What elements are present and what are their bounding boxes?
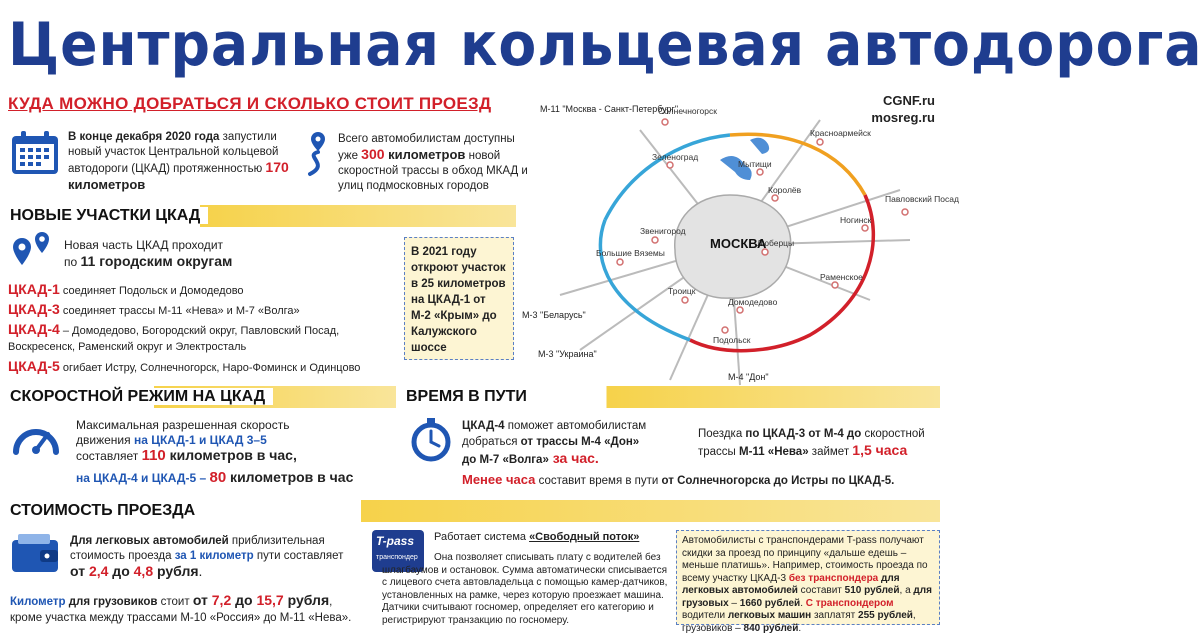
city-noginsk: Ногинск (840, 215, 872, 225)
section-item-5: ЦКАД-5 огибает Истру, Солнечногорск, Наро-Фоминск и Одинцово (8, 358, 361, 374)
time-text-3: Менее часа составит время в пути от Солнечногорска до Истры по ЦКАД-5. (462, 472, 895, 487)
city-ramenskoye: Раменское (820, 272, 863, 282)
source-mosreg: mosreg.ru (871, 110, 935, 125)
cost-text-1: Для легковых автомобилей приблизительная стоимость проезда за 1 километр пути составляет от 2,4 до 4,8 рубля. (70, 535, 344, 579)
city-lyubertsy: Люберцы (757, 238, 795, 248)
section-cost: СТОИМОСТЬ ПРОЕЗДА (6, 500, 940, 522)
location-pins-icon (10, 230, 54, 270)
section-new-sections: НОВЫЕ УЧАСТКИ ЦКАД (6, 205, 516, 227)
highway-m3-belarus: М-3 "Беларусь" (522, 310, 586, 320)
speedometer-icon (10, 418, 62, 458)
section-item-1: ЦКАД-1 соединяет Подольск и Домодедово (8, 281, 244, 297)
route-icon (300, 130, 334, 180)
tpass-logo-text: T-pass (376, 534, 415, 548)
map-center-moscow: МОСКВА (710, 236, 767, 251)
city-zvenigorod: Звенигород (640, 226, 686, 236)
tpass-logo-sub: транспондер (376, 554, 418, 561)
stopwatch-icon (408, 416, 454, 462)
city-krasnoarmeysk: Красноармейск (810, 128, 871, 138)
section-time: ВРЕМЯ В ПУТИ (402, 386, 940, 408)
city-troitsk: Троицк (668, 286, 696, 296)
calendar-icon (10, 130, 60, 176)
city-bolshie-vyazemy: Большие Вяземы (596, 248, 665, 258)
time-text-2: Поездка по ЦКАД-3 от М-4 до скоростной трассы М-11 «Нева» займет 1,5 часа (698, 428, 925, 458)
ckad-map (520, 100, 959, 390)
highway-m4-don: М-4 "Дон" (728, 372, 769, 382)
city-zelenograd: Зеленоград (652, 152, 699, 162)
page-title: Центральная кольцевая автодорога (8, 10, 1202, 80)
intro-text-1: В конце декабря 2020 года запустили новый участок Центральной кольцевой автодороги (ЦКАД) протяженностью 170 километров (68, 131, 289, 192)
city-mytishchi: Мытищи (738, 159, 772, 169)
highway-m11: М-11 "Москва - Санкт-Петербург" (540, 104, 679, 114)
city-pavlovsky-posad: Павловский Посад (885, 194, 959, 204)
tpass-discount-box: Автомобилисты с транспондерами T-pass получают скидки за проезд по принципу «дальше едешь – меньше платишь». Например, стоимость проезда по всему участку ЦКАД-3 без транспондера для легковых автомобилей составит 510 рублей, а для грузовых – 1660 рублей. С транспондером водители легковых машин заплатят 255 рублей, грузовиков – 840 рублей. (676, 530, 940, 625)
wallet-icon (10, 532, 60, 576)
speed-text: Максимальная разрешенная скорость движения на ЦКАД-1 и ЦКАД 3–5 составляет 110 километров в час, на ЦКАД-4 и ЦКАД-5 – 80 километров в час (76, 418, 354, 486)
page-subtitle: КУДА МОЖНО ДОБРАТЬСЯ И СКОЛЬКО СТОИТ ПРОЕЗД (8, 94, 492, 113)
city-korolev: Королёв (768, 185, 802, 195)
cost-text-2: Километр для грузовиков стоит от 7,2 до 15,7 рубля, кроме участка между трассами М-10 «Россия» до М-11 «Нева». (10, 592, 352, 624)
new-sections-lead: Новая часть ЦКАД проходит по 11 городским округам (64, 238, 233, 269)
section-item-4: ЦКАД-4 – Домодедово, Богородский округ, Павловский Посад, Воскресенск, Раменский округ и Электросталь (8, 321, 340, 353)
free-flow-text: Она позволяет списывать плату с водителей без шлагбаумов и остановок. Сумма автоматически списывается с лицевого счета автовладельца с помощью камер-датчиков, установленных на рамке, через которую проезжает машина. Датчики считывают госномер, определяет его категорию и регистрируют транзакцию по госномеру. (382, 552, 668, 626)
city-podolsk: Подольск (713, 335, 751, 345)
time-text-1: ЦКАД-4 поможет автомобилистам добраться от трассы М-4 «Дон» до М-7 «Волга» за час. (462, 420, 647, 466)
city-domodedovo: Домодедово (728, 297, 778, 307)
free-flow-heading: Работает система «Свободный поток» (434, 531, 640, 543)
source-cgnf: CGNF.ru (883, 93, 935, 108)
highway-m3-ukraina: М-3 "Украина" (538, 349, 597, 359)
intro-text-2: Всего автомобилистам доступны уже 300 километров новой скоростной трассы в обход МКАД и улиц подмосковных городов (338, 133, 528, 192)
city-solnechnogorsk: Солнечногорск (658, 106, 717, 116)
section-item-3: ЦКАД-3 соединяет трассы М-11 «Нева» и М-7 «Волга» (8, 301, 300, 317)
note-2021: В 2021 году откроют участок в 25 километров на ЦКАД-1 от М-2 «Крым» до Калужского шоссе (404, 237, 514, 360)
section-speed: СКОРОСТНОЙ РЕЖИМ НА ЦКАД (6, 386, 396, 408)
